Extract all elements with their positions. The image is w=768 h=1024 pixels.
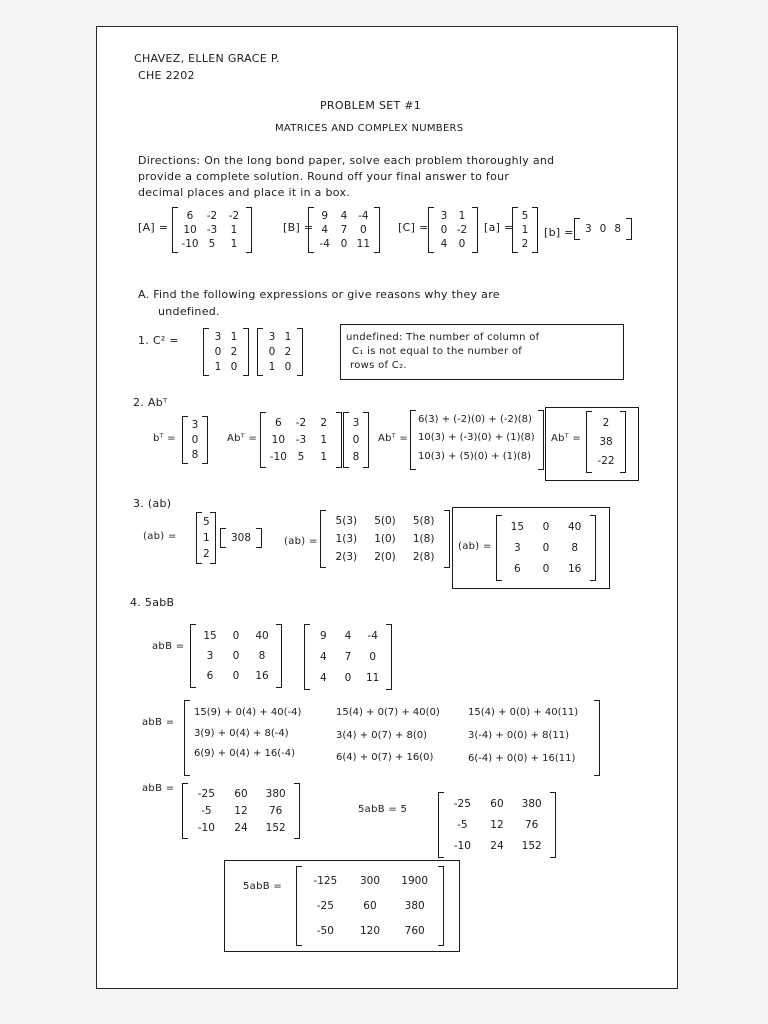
bracket-left [190,624,196,688]
p2-expanded-matrix [410,410,544,470]
matrix-cell: 0 [458,238,466,250]
bracket-left [496,515,502,581]
p3-b-vector [220,528,262,548]
matrix-cell: 8 [352,451,360,464]
matrix-cell: 1(8) [412,533,435,545]
matrix-cell: 4 [440,238,448,250]
matrix-cell: 8 [191,448,199,461]
matrix-cell: -25 [316,899,334,912]
p2-A-matrix [260,412,342,468]
bracket-right [550,792,556,858]
matrix-A-label: [A] = [138,221,169,234]
matrix-cell: 6 [206,670,214,682]
vector-a [512,207,538,253]
matrix-cell: 4 [344,630,352,643]
matrix-cell: 24 [234,822,248,835]
p4-exp-r2c2: 3(4) + 0(7) + 8(0) [336,730,428,741]
matrix-cell: 8 [614,223,621,235]
p3-lhs-2: (ab) = [284,536,318,547]
p4-abB-matrix [182,783,300,839]
matrix-cell: 60 [490,798,504,811]
matrix-cell: 9 [319,630,327,643]
matrix-cell: 16 [255,670,269,682]
matrix-cell: 76 [524,818,539,831]
matrix-cell: 0 [599,223,607,235]
matrix-cell: 1 [320,451,327,464]
p4-abB-label: abB = [152,641,185,652]
matrix-cell: 1 [230,331,238,344]
bracket-right [620,411,626,473]
matrix-B-label: [B] = [283,221,314,234]
matrix-cell: 0 [232,670,240,682]
matrix-cell: -10 [197,822,215,835]
matrix-cell: 300 [359,874,381,887]
bracket-right [626,218,632,240]
p2-answer-label: Abᵀ = [551,433,582,444]
matrix-cell: 60 [234,787,248,800]
bracket-left [574,218,580,240]
directions-line-1: Directions: On the long bond paper, solve each problem thoroughly and [138,154,555,167]
bracket-right [210,512,216,564]
matrix-cell: 38 [599,435,613,448]
matrix-cell: 2 [602,416,610,429]
bracket-left [304,624,310,690]
p4-exp-r2c3: 3(-4) + 0(0) + 8(11) [468,730,570,741]
matrix-cell: 308 [230,532,252,544]
matrix-cell: -10 [181,238,199,250]
matrix-cell: 1 [214,360,222,373]
matrix-cell: -125 [313,874,338,887]
matrix-C [428,207,478,253]
matrix-cell: 2 [203,548,210,560]
matrix-cell: 10 [271,433,286,446]
matrix-cell: -4 [319,238,330,250]
matrix-cell: 1 [320,433,327,446]
matrix-cell: 6 [186,210,194,222]
bracket-left [220,528,226,548]
matrix-cell: 12 [490,818,504,831]
vector-b [574,218,632,240]
bracket-right [246,207,252,253]
matrix-cell: 1 [284,331,292,344]
matrix-cell: 3 [584,223,592,235]
matrix-cell: 60 [363,899,377,912]
p2-result-vector [586,411,626,473]
problem-3-label: 3. (ab) [133,497,172,510]
matrix-cell: 0 [232,630,240,642]
matrix-cell: -5 [201,804,212,817]
p4-exp-r3c3: 6(-4) + 0(0) + 16(11) [468,753,576,764]
matrix-cell: 0 [359,224,367,236]
bracket-right [294,783,300,839]
matrix-cell: 1 [521,224,529,236]
p2-AbT-label: Abᵀ = [227,433,258,444]
matrix-cell: 0 [232,650,240,662]
matrix-cell: 4 [319,671,327,684]
matrix-cell: -2 [295,416,307,429]
matrix-cell: 1(3) [335,533,358,545]
bracket-right [256,528,262,548]
matrix-cell: 5 [521,210,529,222]
matrix-cell: 6 [513,562,521,575]
bracket-left [438,792,444,858]
bracket-left [296,866,302,946]
matrix-cell: -22 [597,455,615,468]
matrix-cell: 2 [230,345,238,358]
matrix-cell: 2(8) [412,551,435,563]
matrix-cell: 2(0) [374,551,396,563]
bracket-left [343,412,349,468]
p2-bT-vector [182,416,208,464]
bracket-left [257,328,263,376]
matrix-cell: 152 [521,839,542,852]
bracket-right [472,207,478,253]
course-code: CHE 2202 [138,69,195,82]
matrix-cell: 0 [214,345,222,358]
vector-b-label: [b] = [544,226,574,239]
matrix-cell: 2 [284,345,292,358]
p4-expanded-matrix [184,700,600,776]
p4-five-label: 5abB = 5 [358,804,408,815]
matrix-cell: 7 [340,224,348,236]
p1-matrix-2 [257,328,303,376]
matrix-cell: 3 [352,416,360,429]
p2-expanded-row-1: 6(3) + (-2)(0) + (-2)(8) [418,414,532,425]
matrix-cell: 1900 [401,874,429,887]
p4-abB-label-3: abB = [142,783,175,794]
p2-AbT-label-2: Abᵀ = [378,433,409,444]
matrix-cell: 8 [571,541,578,554]
bracket-left [172,207,178,253]
matrix-cell: 5 [203,516,210,528]
matrix-cell: 40 [567,521,582,534]
matrix-cell: 2 [320,416,327,429]
matrix-cell: -2 [228,210,240,222]
bracket-right [532,207,538,253]
matrix-cell: 4 [319,650,327,663]
p2-expanded-row-3: 10(3) + (5)(0) + (1)(8) [418,451,532,462]
matrix-cell: 0 [284,360,292,373]
matrix-cell: 5 [297,451,305,464]
problem-1-label: 1. C² = [138,334,179,347]
p4-exp-r1c3: 15(4) + 0(0) + 40(11) [468,707,579,718]
matrix-A [172,207,252,253]
matrix-cell: 4 [340,210,348,222]
matrix-cell: 380 [265,787,286,800]
matrix-cell: 8 [258,650,266,662]
matrix-cell: 3 [206,650,214,662]
matrix-cell: 12 [234,804,248,817]
bracket-right [202,416,208,464]
matrix-cell: -2 [206,210,218,222]
matrix-cell: 1 [268,360,276,373]
p4-five-matrix [438,792,556,858]
bracket-right [386,624,392,690]
p1-matrix-1 [203,328,249,376]
p4-exp-r2c1: 3(9) + 0(4) + 8(-4) [194,728,289,739]
bracket-right [438,866,444,946]
bracket-right [374,207,380,253]
bracket-left [428,207,434,253]
p3-answer-label: (ab) = [458,541,492,552]
bracket-right [590,515,596,581]
bracket-left [260,412,266,468]
matrix-cell: 4 [321,224,328,236]
matrix-cell: 0 [230,360,238,373]
p3-a-vector [196,512,216,564]
p4-exp-r3c1: 6(9) + 0(4) + 16(-4) [194,748,296,759]
title-line-1: PROBLEM SET #1 [320,99,422,112]
matrix-cell: 15 [510,521,525,534]
matrix-cell: -5 [457,818,468,831]
matrix-cell: 3 [513,541,521,554]
matrix-cell: 15 [203,630,217,642]
bracket-right [297,328,303,376]
matrix-cell: 16 [567,562,582,575]
matrix-cell: 1 [203,532,210,544]
matrix-cell: 2(3) [335,551,358,563]
p2-expanded-row-2: 10(3) + (-3)(0) + (1)(8) [418,432,535,443]
section-a-line-1: A. Find the following expressions or give reasons why they are [138,288,500,301]
matrix-cell: 6 [274,416,282,429]
matrix-cell: 76 [268,804,283,817]
p4-exp-r1c1: 15(9) + 0(4) + 40(-4) [194,707,302,718]
problem-4-label: 4. 5abB [130,596,175,609]
bracket-right [276,624,282,688]
matrix-cell: 5(3) [335,515,358,527]
matrix-cell: 152 [265,822,286,835]
matrix-cell: 0 [440,224,448,236]
matrix-cell: 0 [352,433,360,446]
matrix-cell: 3 [440,210,448,222]
problem-2-label: 2. Abᵀ [133,396,168,409]
p4-final-matrix [296,866,444,946]
matrix-cell: -3 [206,224,218,236]
p2-b-vector [343,412,369,468]
matrix-cell: 0 [542,562,550,575]
p1-answer-line-2: C₁ is not equal to the number of [352,346,523,357]
matrix-cell: 1 [230,238,238,250]
bracket-left [586,411,592,473]
bracket-left [196,512,202,564]
directions-line-3: decimal places and place it in a box. [138,186,351,199]
matrix-B [308,207,380,253]
matrix-cell: -25 [453,798,471,811]
matrix-cell: -4 [367,630,378,643]
title-line-2: MATRICES AND COMPLEX NUMBERS [275,123,464,134]
vector-a-label: [a] = [484,221,514,234]
matrix-cell: 7 [344,650,352,663]
matrix-cell: 5(0) [374,515,396,527]
matrix-cell: 11 [365,671,380,684]
matrix-cell: 120 [359,925,381,938]
matrix-cell: 0 [340,238,348,250]
matrix-cell: 380 [404,899,425,912]
matrix-cell: 0 [542,541,550,554]
matrix-cell: 0 [268,345,276,358]
matrix-cell: 3 [268,331,276,344]
matrix-cell: 1 [230,224,238,236]
matrix-cell: 2 [521,238,529,250]
matrix-C-label: [C] = [398,221,429,234]
bracket-right [243,328,249,376]
bracket-left [512,207,518,253]
matrix-cell: 3 [214,331,222,344]
matrix-cell: 40 [255,630,269,642]
p4-ab-matrix [190,624,282,688]
p3-result-matrix [496,515,596,581]
section-a-line-2: undefined. [158,305,220,318]
bracket-left [203,328,209,376]
p1-answer-line-1: undefined: The number of column of [346,332,540,343]
matrix-cell: -4 [358,210,369,222]
matrix-cell: -3 [295,433,307,446]
matrix-cell: 0 [369,650,376,663]
matrix-cell: 760 [404,925,425,938]
matrix-cell: -50 [316,925,334,938]
student-name: CHAVEZ, ELLEN GRACE P. [134,52,280,65]
matrix-cell: -10 [453,839,471,852]
matrix-cell: 1(0) [374,533,396,545]
bracket-right [336,412,342,468]
matrix-cell: 3 [191,419,199,432]
matrix-cell: 5 [208,238,216,250]
matrix-cell: 9 [321,210,328,222]
p3-expanded-matrix [320,510,450,568]
matrix-cell: 5(8) [412,515,435,527]
matrix-cell: 10 [183,224,197,236]
matrix-cell: 380 [521,798,542,811]
matrix-cell: 24 [490,839,504,852]
bracket-right [444,510,450,568]
matrix-cell: 0 [344,671,352,684]
p4-exp-r1c2: 15(4) + 0(7) + 40(0) [336,707,440,718]
p4-B-matrix [304,624,392,690]
p4-exp-r3c2: 6(4) + 0(7) + 16(0) [336,752,434,763]
bracket-left [182,416,188,464]
bracket-left [182,783,188,839]
p1-answer-line-3: rows of C₂. [350,360,407,371]
p3-lhs: (ab) = [143,531,177,542]
p2-bT-label: bᵀ = [153,433,176,444]
bracket-left [308,207,314,253]
matrix-cell: 0 [191,433,199,446]
p4-abB-label-2: abB = [142,717,175,728]
p4-final-label: 5abB = [243,881,283,892]
matrix-cell: -2 [456,224,468,236]
directions-line-2: provide a complete solution. Round off your final answer to four [138,170,510,183]
matrix-cell: 11 [356,238,371,250]
matrix-cell: -25 [197,787,215,800]
matrix-cell: 0 [542,521,550,534]
matrix-cell: -10 [269,451,287,464]
bracket-right [363,412,369,468]
bracket-left [320,510,326,568]
matrix-cell: 1 [458,210,466,222]
